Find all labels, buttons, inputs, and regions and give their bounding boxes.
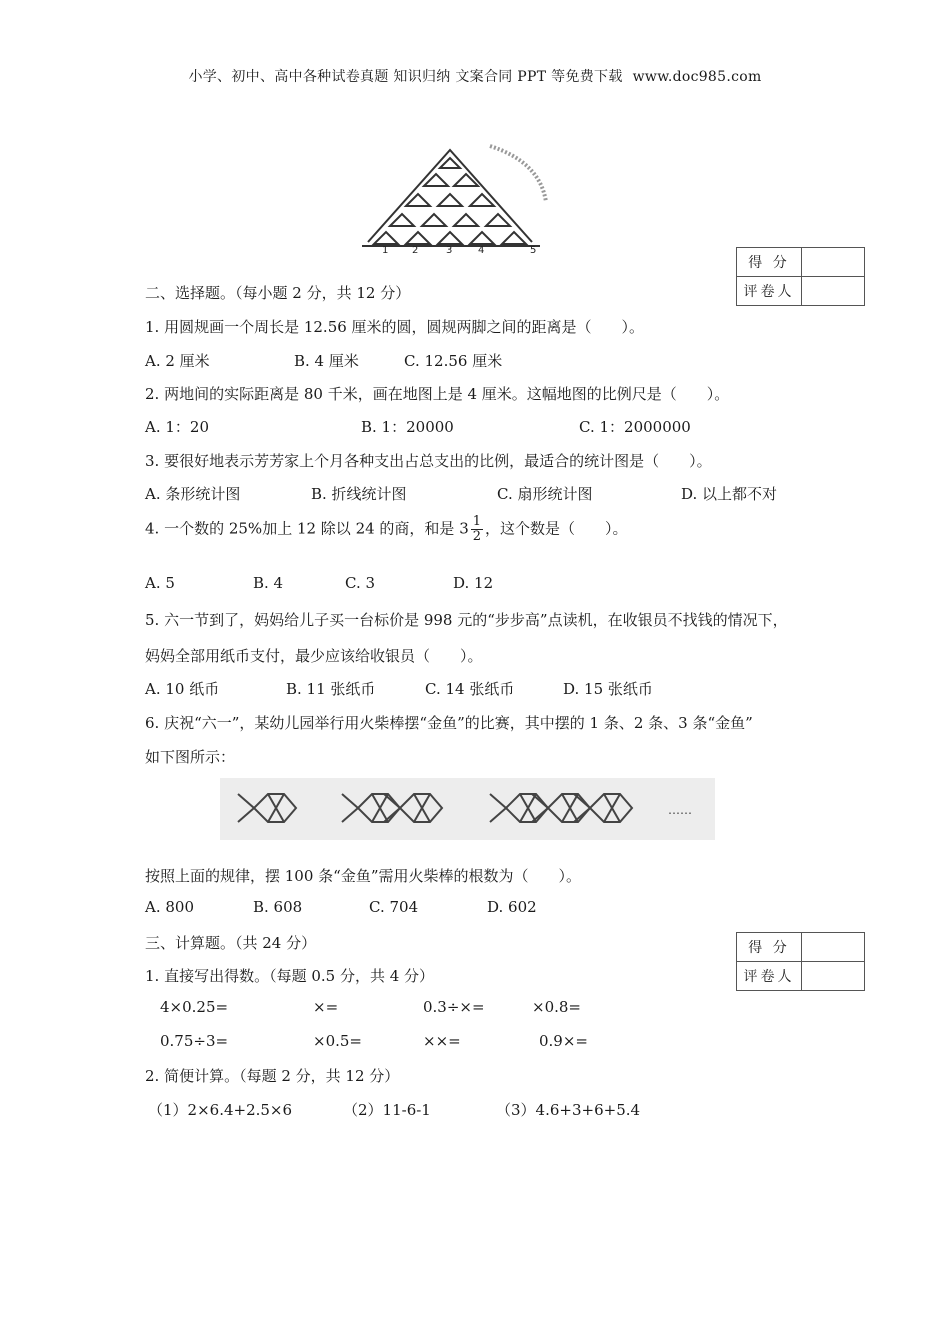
- q4-option-b[interactable]: B. 4: [253, 574, 284, 592]
- grader-label: 评卷人: [737, 277, 802, 306]
- q3-option-d[interactable]: D. 以上都不对: [681, 485, 778, 503]
- calc-item: 0.75÷3=: [160, 1032, 229, 1050]
- score-table-1: [736, 247, 865, 306]
- q4-text-before: 4. 一个数的 25%加上 12 除以 24 的商，和是 3: [145, 519, 469, 538]
- score-cell[interactable]: [802, 933, 865, 962]
- header-text: 小学、初中、高中各种试卷真题 知识归纳 文案合同 PPT 等免费下载: [188, 69, 623, 85]
- header-site[interactable]: www.doc985.com: [632, 69, 762, 85]
- simplify-item: （3）4.6+3+6+5.4: [496, 1101, 641, 1119]
- q1-text: 1. 用圆规画一个周长是 12.56 厘米的圆，圆规两脚之间的距离是（ ）。: [145, 318, 645, 336]
- outer-triangle: [368, 150, 532, 242]
- q6-line1: 6. 庆祝“六一”，某幼儿园举行用火柴棒摆“金鱼”的比赛，其中摆的 1 条、2 条、3 条“金鱼”: [145, 714, 753, 732]
- calc-item: ×=: [313, 998, 339, 1016]
- q5-option-c[interactable]: C. 14 张纸币: [425, 680, 515, 698]
- q6-option-d[interactable]: D. 602: [487, 898, 537, 916]
- score-label: 得 分: [737, 933, 802, 962]
- score-label: 得 分: [737, 248, 802, 277]
- score-cell[interactable]: [802, 248, 865, 277]
- triangle-number: 3: [446, 245, 453, 254]
- goldfish-3: [490, 794, 632, 822]
- page-header: [0, 66, 950, 86]
- q4-text: [145, 515, 628, 544]
- q3-option-c[interactable]: C. 扇形统计图: [497, 485, 593, 503]
- triangle-number: 2: [412, 245, 419, 254]
- q4-fraction: [471, 515, 483, 544]
- q6-option-a[interactable]: A. 800: [145, 898, 194, 916]
- triangle-number: 5: [530, 245, 537, 254]
- q3-text: 3. 要很好地表示芳芳家上个月各种支出占总支出的比例，最适合的统计图是（ ）。: [145, 452, 712, 470]
- q2-option-c[interactable]: C. 1：2000000: [579, 418, 691, 436]
- q3-option-a[interactable]: A. 条形统计图: [145, 485, 241, 503]
- p1-title: 1. 直接写出得数。（每题 0.5 分，共 4 分）: [145, 967, 435, 985]
- q2-text: 2. 两地间的实际距离是 80 千米，画在地图上是 4 厘米。这幅地图的比例尺是（ ）。: [145, 385, 730, 403]
- q5-line1: 5. 六一节到了，妈妈给儿子买一台标价是 998 元的“步步高”点读机，在收银员不找钱的情况下，: [145, 611, 788, 629]
- goldfish-1: [238, 794, 296, 822]
- q4-option-c[interactable]: C. 3: [345, 574, 376, 592]
- q1-option-a[interactable]: A. 2 厘米: [145, 352, 210, 370]
- triangle-number: 4: [478, 245, 485, 254]
- q6-option-c[interactable]: C. 704: [369, 898, 419, 916]
- goldfish-drawing: [220, 778, 715, 840]
- q1-option-b[interactable]: B. 4 厘米: [294, 352, 359, 370]
- grader-cell[interactable]: [802, 962, 865, 991]
- small-triangles: [374, 158, 526, 244]
- grader-label: 评卷人: [737, 962, 802, 991]
- q1-option-c[interactable]: C. 12.56 厘米: [404, 352, 503, 370]
- scribble-arc: [490, 146, 546, 202]
- calc-item: 4×0.25=: [160, 998, 229, 1016]
- q5-option-a[interactable]: A. 10 纸币: [145, 680, 220, 698]
- q6-line3: 按照上面的规律，摆 100 条“金鱼”需用火柴棒的根数为（ ）。: [145, 867, 582, 885]
- q6-line2: 如下图所示：: [145, 748, 236, 766]
- score-table-2: [736, 932, 865, 991]
- q3-option-b[interactable]: B. 折线统计图: [311, 485, 407, 503]
- goldfish-2: [342, 794, 442, 822]
- calc-item: ×0.5=: [313, 1032, 362, 1050]
- calc-item: ××=: [423, 1032, 461, 1050]
- simplify-item: （2）11-6-1: [343, 1101, 431, 1119]
- section3-title: 三、计算题。（共 24 分）: [145, 934, 317, 952]
- simplify-item: （1）2×6.4+2.5×6: [148, 1101, 293, 1119]
- q4-option-d[interactable]: D. 12: [453, 574, 494, 592]
- grader-cell[interactable]: [802, 277, 865, 306]
- section2-title: 二、选择题。（每小题 2 分，共 12 分）: [145, 284, 411, 302]
- q6-option-b[interactable]: B. 608: [253, 898, 303, 916]
- goldfish-figure: [220, 778, 715, 840]
- q5-option-b[interactable]: B. 11 张纸币: [286, 680, 376, 698]
- calc-item: 0.9×=: [539, 1032, 588, 1050]
- fraction-denominator: 2: [472, 529, 482, 544]
- calc-item: 0.3÷×=: [423, 998, 485, 1016]
- matchstick-triangle-figure: [360, 142, 550, 254]
- p2-title: 2. 简便计算。（每题 2 分，共 12 分）: [145, 1067, 400, 1085]
- calc-item: ×0.8=: [532, 998, 581, 1016]
- q4-text-after: ，这个数是（ ）。: [485, 519, 628, 538]
- q4-option-a[interactable]: A. 5: [145, 574, 175, 592]
- q5-line2: 妈妈全部用纸币支付，最少应该给收银员（ ）。: [145, 647, 483, 665]
- q2-option-a[interactable]: A. 1：20: [145, 418, 209, 436]
- triangle-number: 1: [382, 245, 389, 254]
- fraction-numerator: 1: [472, 514, 482, 529]
- q2-option-b[interactable]: B. 1：20000: [361, 418, 454, 436]
- q5-option-d[interactable]: D. 15 张纸币: [563, 680, 653, 698]
- goldfish-ellipsis: ……: [668, 803, 692, 817]
